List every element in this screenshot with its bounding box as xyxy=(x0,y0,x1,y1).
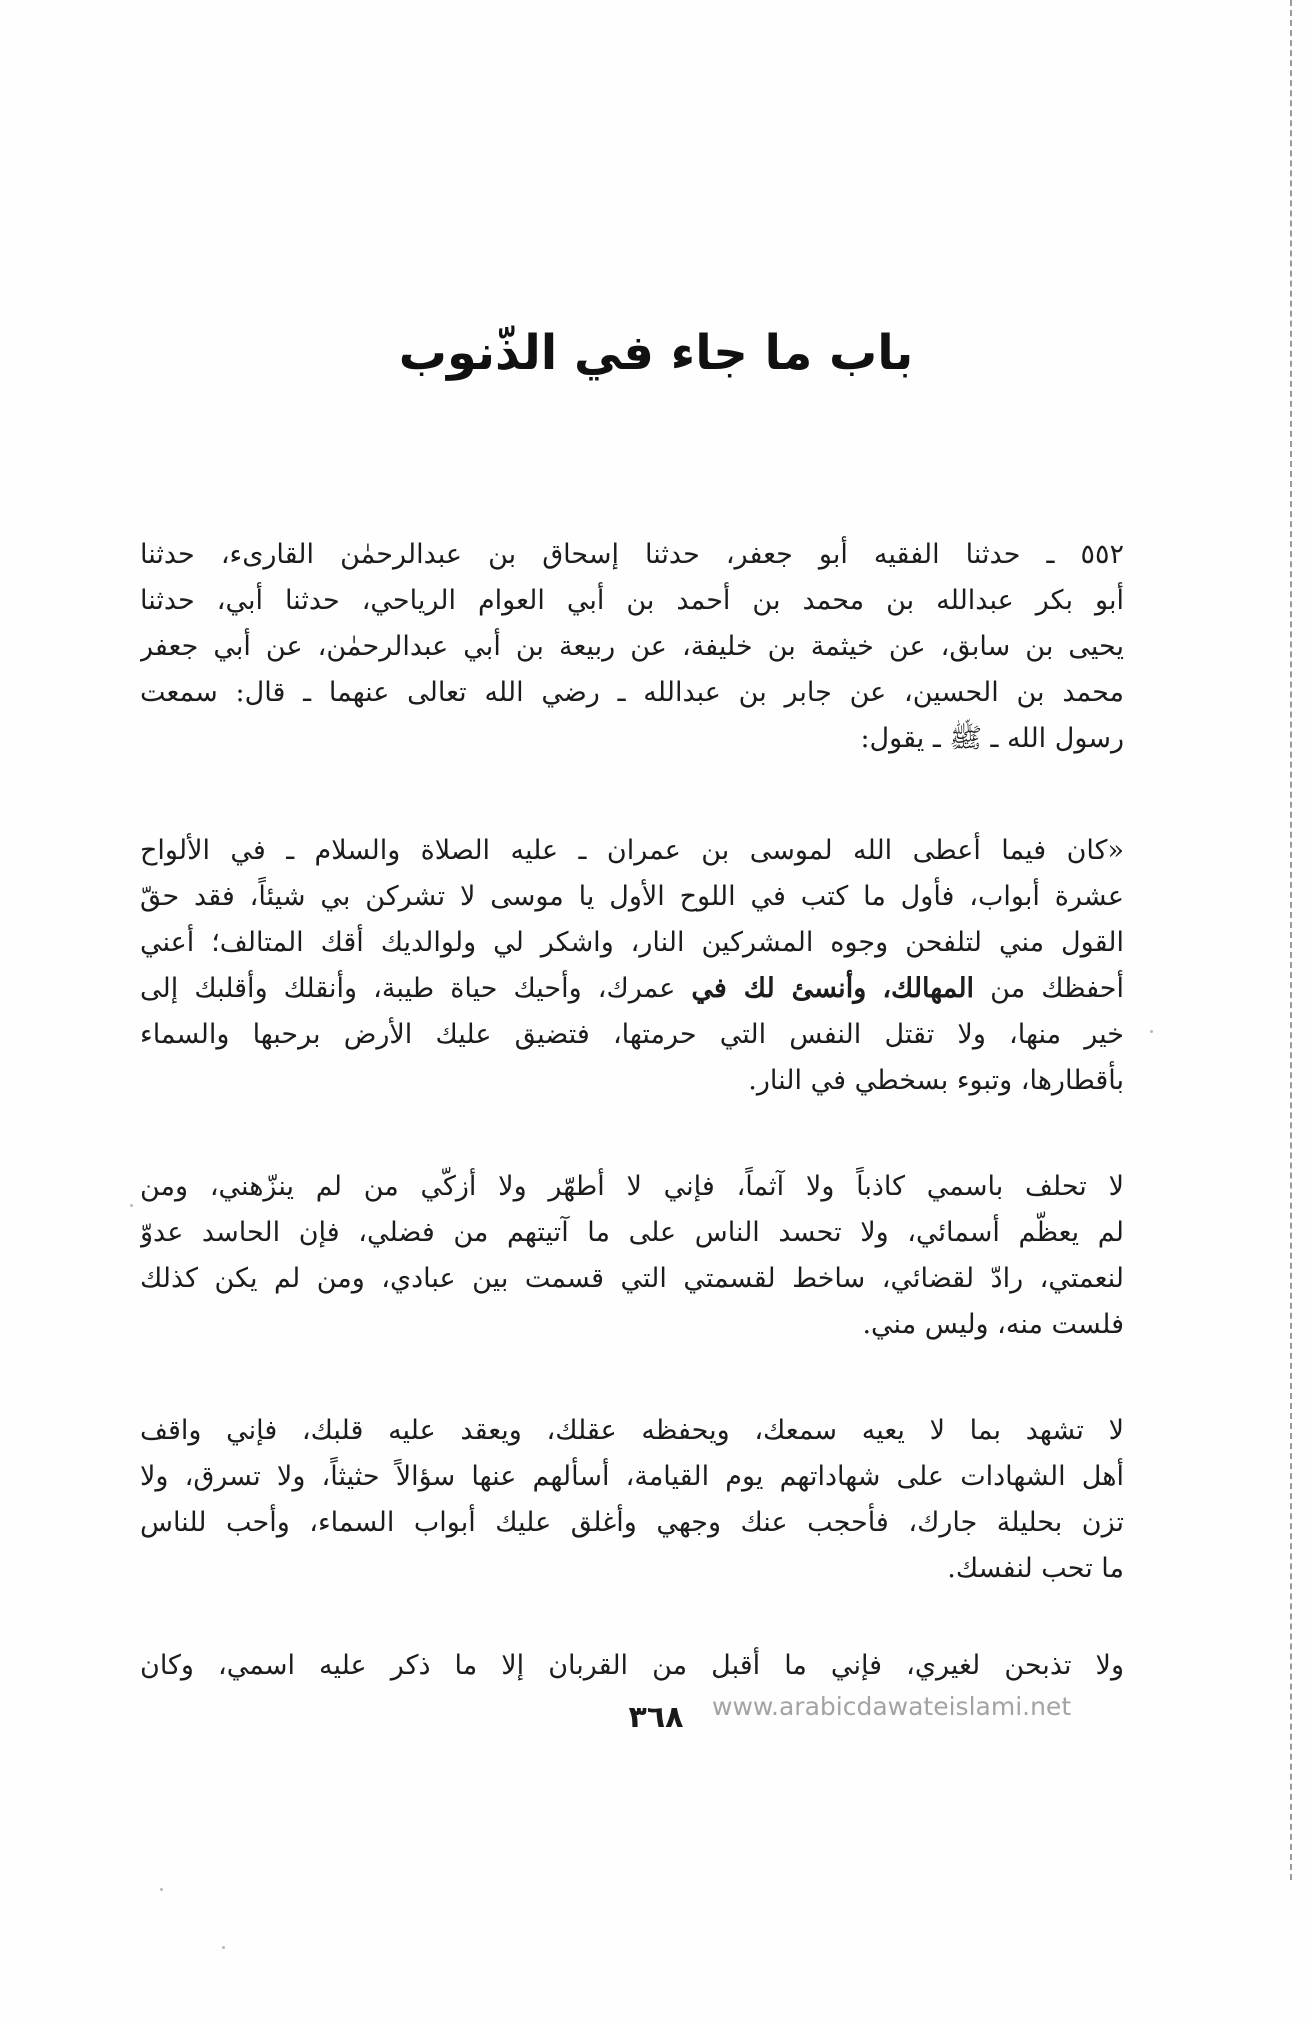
hadith-paragraph-3 xyxy=(140,1408,1124,1592)
website-watermark: www.arabicdawateislami.net xyxy=(712,1692,1072,1721)
scan-speck xyxy=(160,1888,163,1891)
text-line: أبو بكر عبدالله بن محمد بن أحمد بن أبي العوام الرياحي، حدثنا أبي، حدثنا xyxy=(140,585,1124,616)
text-line: لا تحلف باسمي كاذباً ولا آثماً، فإني لا أطهّر ولا أزكّي من لم ينزّهني، ومن xyxy=(140,1171,1124,1202)
scan-edge-line xyxy=(1288,0,1292,1880)
text-line: لم يعظّم أسمائي، ولا تحسد الناس على ما آتيتهم من فضلي، فإن الحاسد عدوّ xyxy=(140,1217,1124,1248)
page-number: ٣٦٨ xyxy=(628,1700,684,1735)
hadith-paragraph-2 xyxy=(140,1164,1124,1348)
text-line: ٥٥٢ ـ حدثنا الفقيه أبو جعفر، حدثنا إسحاق بن عبدالرحمٰن القارىء، حدثنا xyxy=(140,539,1124,570)
text-segment: عمرك، وأحيك حياة طيبة، وأنقلك وأقلبك إلى xyxy=(140,973,692,1004)
text-line: يحيى بن سابق، عن خيثمة بن خليفة، عن ربيعة بن أبي عبدالرحمٰن، عن أبي جعفر xyxy=(140,631,1124,662)
scan-speck xyxy=(130,1204,133,1207)
text-line: تزن بحليلة جارك، فأحجب عنك وجهي وأغلق عليك أبواب السماء، وأحب للناس xyxy=(140,1507,1124,1538)
text-line: القول مني لتلفحن وجوه المشركين النار، واشكر لي ولوالديك أقك المتالف؛ أعني xyxy=(140,927,1124,958)
hadith-paragraph-4 xyxy=(140,1643,1124,1689)
text-line: ولا تذبحن لغيري، فإني ما أقبل من القربان إلا ما ذكر عليه اسمي، وكان xyxy=(140,1650,1124,1681)
text-line: رسول الله ـ ﷺ ـ يقول: xyxy=(860,723,1124,754)
text-line: خير منها، ولا تقتل النفس التي حرمتها، فتضيق عليك الأرض برحبها والسماء xyxy=(140,1019,1124,1050)
isnad-paragraph xyxy=(140,532,1124,762)
text-segment xyxy=(866,973,882,1004)
bold-phrase: المهالك، xyxy=(882,973,975,1004)
text-line-with-bold xyxy=(140,966,1124,1012)
text-line: لا تشهد بما لا يعيه سمعك، ويحفظه عقلك، ويعقد عليه قلبك، فإني واقف xyxy=(140,1415,1124,1446)
text-line: ما تحب لنفسك. xyxy=(947,1553,1124,1584)
scan-speck xyxy=(222,1946,225,1949)
bold-phrase: وأنسئ لك في xyxy=(691,973,867,1004)
text-segment: أحفظك من xyxy=(974,973,1124,1004)
text-line: لنعمتي، رادّ لقضائي، ساخط لقسمتي التي قسمت بين عبادي، ومن لم يكن كذلك xyxy=(140,1263,1124,1294)
text-line: «كان فيما أعطى الله لموسى بن عمران ـ عليه الصلاة والسلام ـ في الألواح xyxy=(140,835,1124,866)
scan-speck xyxy=(1150,1030,1153,1033)
text-line: بأقطارها، وتبوء بسخطي في النار. xyxy=(748,1065,1124,1096)
hadith-paragraph-1 xyxy=(140,828,1124,1104)
text-line: محمد بن الحسين، عن جابر بن عبدالله ـ رضي الله تعالى عنهما ـ قال: سمعت xyxy=(140,677,1124,708)
text-line: عشرة أبواب، فأول ما كتب في اللوح الأول يا موسى لا تشركن بي شيئاً، فقد حقّ xyxy=(140,881,1124,912)
chapter-title: باب ما جاء في الذّنوب xyxy=(398,325,914,381)
text-line: فلست منه، وليس مني. xyxy=(862,1309,1124,1340)
text-line: أهل الشهادات على شهاداتهم يوم القيامة، أسألهم عنها سؤالاً حثيثاً، ولا تسرق، ولا xyxy=(140,1461,1124,1492)
